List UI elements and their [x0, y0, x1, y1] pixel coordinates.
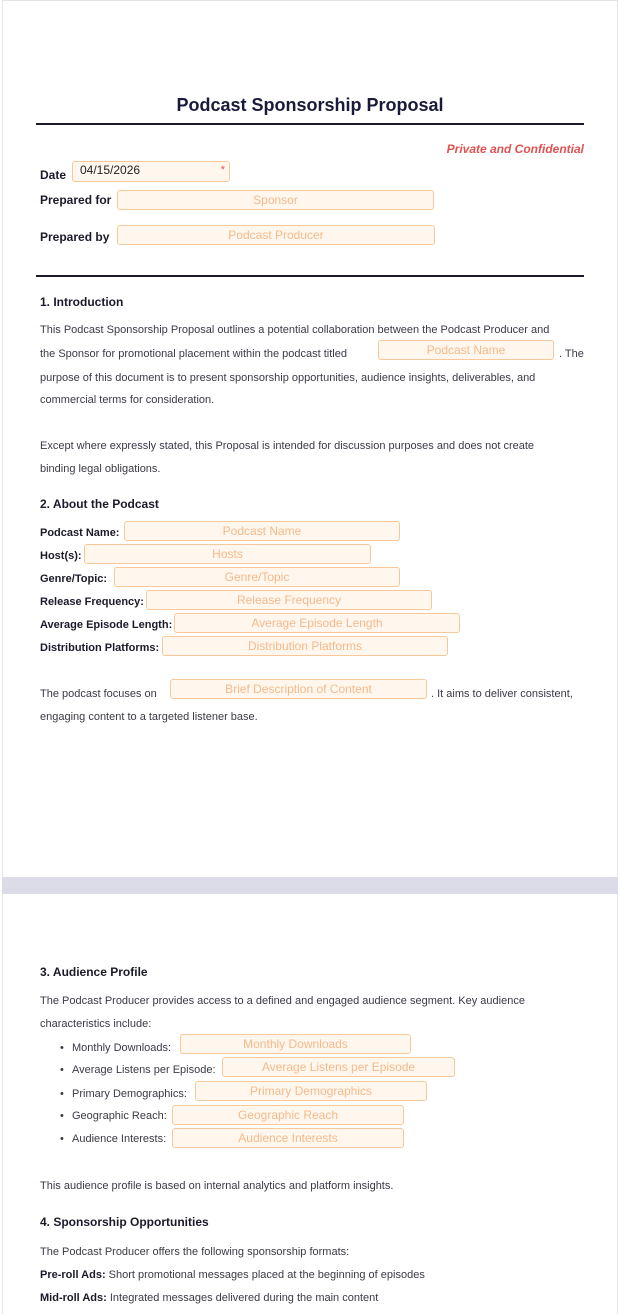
sponsorship-intro: The Podcast Producer offers the following sponsorship formats:	[40, 1246, 350, 1258]
intro-heading: 1. Introduction	[40, 295, 124, 309]
confidential-notice: Private and Confidential	[446, 142, 584, 156]
list-item: • Average Listens per Episode:	[60, 1064, 216, 1076]
focus-text-end: . It aims to deliver consistent,	[431, 688, 573, 700]
intro-para2-line-1: Except where expressly stated, this Proposal is intended for discussion purposes and does not create	[40, 440, 535, 452]
title-divider	[36, 123, 584, 125]
list-item: • Primary Demographics:	[60, 1088, 187, 1100]
prepared-for-field[interactable]: Sponsor	[117, 190, 434, 210]
distribution-platforms-label: Distribution Platforms:	[40, 642, 160, 654]
document-page-1	[2, 0, 618, 877]
list-item: • Geographic Reach:	[60, 1110, 167, 1122]
audience-note: This audience profile is based on internal analytics and platform insights.	[40, 1180, 394, 1192]
podcast-name-label: Podcast Name:	[40, 527, 120, 539]
required-marker: *	[220, 164, 225, 176]
prepared-by-field[interactable]: Podcast Producer	[117, 225, 435, 245]
date-value: 04/15/2026	[80, 163, 141, 177]
intro-line-3: purpose of this document is to present sponsorship opportunities, audience insights, deliverables, and	[40, 372, 536, 384]
intro-line-4: commercial terms for consideration.	[40, 394, 215, 406]
list-item: • Monthly Downloads:	[60, 1042, 171, 1054]
date-field[interactable]	[72, 161, 230, 182]
podcast-name-inline-field[interactable]: Podcast Name	[378, 340, 554, 360]
prepared-by-label: Prepared by	[40, 230, 110, 244]
podcast-name-field[interactable]: Podcast Name	[124, 521, 400, 541]
hosts-field[interactable]: Hosts	[84, 544, 371, 564]
intro-line-2-end: . The	[559, 348, 584, 360]
audience-heading: 3. Audience Profile	[40, 965, 148, 979]
episode-length-label: Average Episode Length:	[40, 619, 173, 631]
page-separator	[2, 877, 618, 894]
geographic-reach-field[interactable]: Geographic Reach	[172, 1105, 404, 1125]
genre-label: Genre/Topic:	[40, 573, 108, 585]
release-frequency-label: Release Frequency:	[40, 596, 144, 608]
episode-length-field[interactable]: Average Episode Length	[174, 613, 460, 633]
intro-para2-line-2: binding legal obligations.	[40, 463, 161, 475]
intro-line-1: This Podcast Sponsorship Proposal outlines a potential collaboration between the Podcast Producer and	[40, 324, 550, 336]
sponsorship-heading: 4. Sponsorship Opportunities	[40, 1215, 209, 1229]
audience-interests-field[interactable]: Audience Interests	[172, 1128, 404, 1148]
list-item: • Audience Interests:	[60, 1133, 166, 1145]
header-divider	[36, 275, 584, 277]
sponsorship-item-mid-roll: Mid-roll Ads: Integrated messages delivered during the main content	[40, 1292, 379, 1304]
release-frequency-field[interactable]: Release Frequency	[146, 590, 432, 610]
genre-field[interactable]: Genre/Topic	[114, 567, 400, 587]
monthly-downloads-field[interactable]: Monthly Downloads	[180, 1034, 411, 1054]
sponsorship-item-pre-roll: Pre-roll Ads: Short promotional messages placed at the beginning of episodes	[40, 1269, 425, 1281]
prepared-for-label: Prepared for	[40, 193, 112, 207]
focus-text-line-2: engaging content to a targeted listener base.	[40, 711, 258, 723]
average-listens-field[interactable]: Average Listens per Episode	[222, 1057, 455, 1077]
primary-demographics-field[interactable]: Primary Demographics	[195, 1081, 427, 1101]
focus-text-start: The podcast focuses on	[40, 688, 157, 700]
content-description-field[interactable]: Brief Description of Content	[170, 679, 427, 699]
audience-line-1: The Podcast Producer provides access to a defined and engaged audience segment. Key audience	[40, 995, 525, 1007]
distribution-platforms-field[interactable]: Distribution Platforms	[162, 636, 448, 656]
audience-line-2: characteristics include:	[40, 1018, 152, 1030]
document-title: Podcast Sponsorship Proposal	[176, 95, 444, 115]
date-label: Date	[40, 168, 67, 182]
intro-line-2-start: the Sponsor for promotional placement within the podcast titled	[40, 348, 347, 360]
hosts-label: Host(s):	[40, 550, 82, 562]
about-heading: 2. About the Podcast	[40, 497, 159, 511]
